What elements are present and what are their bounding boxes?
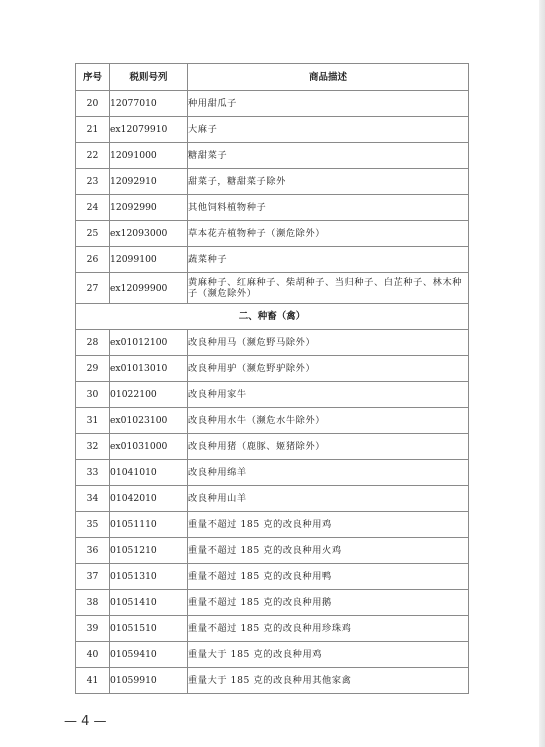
cell-code: 01059910 bbox=[110, 668, 188, 694]
table-row bbox=[76, 143, 469, 169]
cell-code: 01022100 bbox=[110, 382, 188, 408]
cell-seq: 35 bbox=[76, 512, 110, 538]
cell-desc: 黄麻种子、红麻种子、柴胡种子、当归种子、白芷种子、林木种子（濒危除外） bbox=[188, 273, 469, 304]
cell-seq: 26 bbox=[76, 247, 110, 273]
cell-seq: 22 bbox=[76, 143, 110, 169]
cell-code: ex01031000 bbox=[110, 434, 188, 460]
cell-code: ex01012100 bbox=[110, 330, 188, 356]
table-row bbox=[76, 538, 469, 564]
cell-code: 12077010 bbox=[110, 91, 188, 117]
cell-seq: 33 bbox=[76, 460, 110, 486]
table-body bbox=[76, 91, 469, 694]
cell-code: ex12099900 bbox=[110, 273, 188, 304]
cell-code: 01051210 bbox=[110, 538, 188, 564]
cell-seq: 20 bbox=[76, 91, 110, 117]
cell-desc: 改良种用猪（鹿豚、姬猪除外） bbox=[188, 434, 469, 460]
cell-desc: 改良种用家牛 bbox=[188, 382, 469, 408]
cell-desc: 重量不超过 185 克的改良种用火鸡 bbox=[188, 538, 469, 564]
table-row bbox=[76, 564, 469, 590]
table-row bbox=[76, 247, 469, 273]
header-desc: 商品描述 bbox=[188, 64, 469, 91]
table-row bbox=[76, 512, 469, 538]
cell-seq: 31 bbox=[76, 408, 110, 434]
cell-code: ex12093000 bbox=[110, 221, 188, 247]
cell-seq: 27 bbox=[76, 273, 110, 304]
cell-desc: 重量不超过 185 克的改良种用珍珠鸡 bbox=[188, 616, 469, 642]
cell-desc: 改良种用山羊 bbox=[188, 486, 469, 512]
cell-seq: 40 bbox=[76, 642, 110, 668]
cell-code: 12099100 bbox=[110, 247, 188, 273]
cell-seq: 23 bbox=[76, 169, 110, 195]
cell-desc: 蔬菜种子 bbox=[188, 247, 469, 273]
table-row bbox=[76, 117, 469, 143]
cell-seq: 37 bbox=[76, 564, 110, 590]
cell-desc: 重量大于 185 克的改良种用其他家禽 bbox=[188, 668, 469, 694]
cell-seq: 29 bbox=[76, 356, 110, 382]
cell-seq: 24 bbox=[76, 195, 110, 221]
table-row bbox=[76, 668, 469, 694]
cell-code: 01041010 bbox=[110, 460, 188, 486]
table-row bbox=[76, 356, 469, 382]
cell-seq: 39 bbox=[76, 616, 110, 642]
header-seq: 序号 bbox=[76, 64, 110, 91]
cell-desc: 重量大于 185 克的改良种用鸡 bbox=[188, 642, 469, 668]
cell-code: 01051110 bbox=[110, 512, 188, 538]
cell-code: 12091000 bbox=[110, 143, 188, 169]
table-row bbox=[76, 642, 469, 668]
page-number: — 4 — bbox=[64, 714, 107, 729]
cell-desc: 草本花卉植物种子（濒危除外） bbox=[188, 221, 469, 247]
cell-desc: 糖甜菜子 bbox=[188, 143, 469, 169]
page-edge-shadow bbox=[539, 0, 545, 747]
table-row bbox=[76, 382, 469, 408]
cell-desc: 改良种用绵羊 bbox=[188, 460, 469, 486]
cell-seq: 30 bbox=[76, 382, 110, 408]
table-row bbox=[76, 330, 469, 356]
cell-code: 01051310 bbox=[110, 564, 188, 590]
cell-desc: 改良种用水牛（濒危水牛除外） bbox=[188, 408, 469, 434]
cell-code: 01051410 bbox=[110, 590, 188, 616]
cell-seq: 41 bbox=[76, 668, 110, 694]
cell-seq: 28 bbox=[76, 330, 110, 356]
cell-seq: 32 bbox=[76, 434, 110, 460]
table-row bbox=[76, 460, 469, 486]
table-row bbox=[76, 221, 469, 247]
cell-code: ex01013010 bbox=[110, 356, 188, 382]
cell-desc: 种用甜瓜子 bbox=[188, 91, 469, 117]
table-row bbox=[76, 169, 469, 195]
cell-desc: 大麻子 bbox=[188, 117, 469, 143]
table-header-row bbox=[76, 64, 469, 91]
cell-code: ex12079910 bbox=[110, 117, 188, 143]
section-row bbox=[76, 304, 469, 330]
cell-desc: 重量不超过 185 克的改良种用鸡 bbox=[188, 512, 469, 538]
cell-desc: 重量不超过 185 克的改良种用鸭 bbox=[188, 564, 469, 590]
cell-seq: 21 bbox=[76, 117, 110, 143]
cell-desc: 改良种用马（濒危野马除外） bbox=[188, 330, 469, 356]
cell-code: 01042010 bbox=[110, 486, 188, 512]
table-row bbox=[76, 434, 469, 460]
table-row bbox=[76, 408, 469, 434]
cell-code: 12092910 bbox=[110, 169, 188, 195]
table-row bbox=[76, 616, 469, 642]
cell-seq: 36 bbox=[76, 538, 110, 564]
cell-code: ex01023100 bbox=[110, 408, 188, 434]
cell-desc: 重量不超过 185 克的改良种用鹅 bbox=[188, 590, 469, 616]
table-row bbox=[76, 91, 469, 117]
cell-desc: 改良种用驴（濒危野驴除外） bbox=[188, 356, 469, 382]
cell-code: 01051510 bbox=[110, 616, 188, 642]
table-row bbox=[76, 486, 469, 512]
header-code: 税则号列 bbox=[110, 64, 188, 91]
table-row bbox=[76, 273, 469, 304]
cell-desc: 其他饲料植物种子 bbox=[188, 195, 469, 221]
cell-seq: 38 bbox=[76, 590, 110, 616]
cell-seq: 34 bbox=[76, 486, 110, 512]
cell-seq: 25 bbox=[76, 221, 110, 247]
cell-code: 01059410 bbox=[110, 642, 188, 668]
tariff-table bbox=[75, 63, 469, 694]
table-row bbox=[76, 195, 469, 221]
cell-code: 12092990 bbox=[110, 195, 188, 221]
table-row bbox=[76, 590, 469, 616]
cell-desc: 甜菜子，糖甜菜子除外 bbox=[188, 169, 469, 195]
section-title: 二、种畜（禽） bbox=[76, 304, 469, 330]
